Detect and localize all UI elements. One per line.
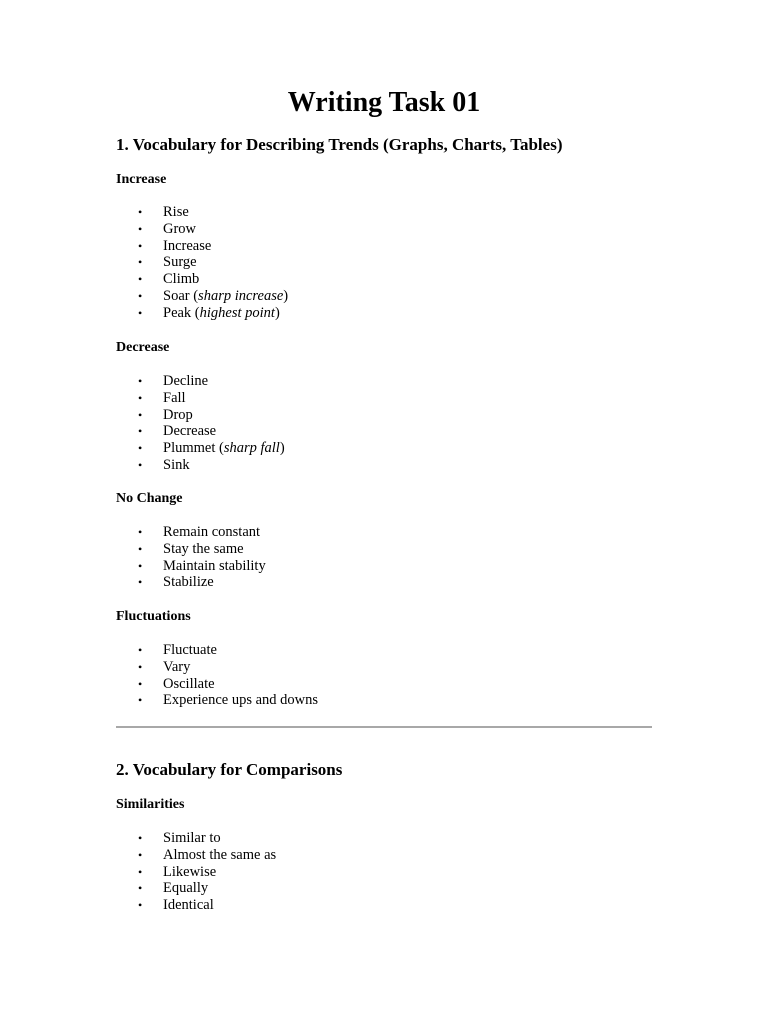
subheading-decrease: Decrease	[116, 340, 170, 355]
list-item-text: Decline	[163, 373, 209, 389]
subheading-no-change: No Change	[116, 491, 183, 506]
bullet-icon: •	[138, 305, 143, 320]
bullet-icon: •	[138, 575, 143, 590]
document-title: Writing Task 01	[287, 87, 481, 118]
list-item	[116, 864, 276, 881]
list-item-text: Remain constant	[163, 524, 261, 540]
horizontal-rule	[116, 726, 652, 728]
list-item-text: Equally	[163, 880, 209, 897]
bullet-icon: •	[138, 457, 143, 472]
list-item-text: Stay the same	[163, 540, 244, 557]
bullet-icon: •	[138, 847, 143, 862]
bullet-icon: •	[138, 898, 143, 913]
list-item-text: Identical	[163, 897, 214, 914]
list-item-text: Sink	[163, 456, 190, 473]
list-item-text: Oscillate	[163, 675, 215, 692]
list-item	[116, 897, 276, 914]
list-item	[116, 847, 276, 864]
list-item-text: Peak (	[163, 304, 200, 321]
list-item-text: Similar to	[163, 830, 221, 846]
list-item	[116, 238, 288, 255]
list-item	[116, 880, 276, 897]
bullet-icon: •	[138, 643, 143, 657]
subheading-fluctuations: Fluctuations	[116, 609, 191, 624]
list-item	[116, 830, 276, 847]
bullet-icon: •	[138, 424, 143, 439]
bullet-icon: •	[138, 558, 143, 573]
bullet-icon: •	[138, 864, 143, 879]
list-item	[116, 642, 318, 659]
list-item-text: Fall	[163, 389, 186, 406]
list-item	[116, 204, 288, 221]
list-item	[116, 221, 288, 238]
bullet-icon: •	[138, 288, 143, 303]
list-item-note: sharp fall	[223, 440, 280, 457]
list-item-text: Increase	[163, 237, 212, 254]
list-item-note: sharp increase	[198, 287, 284, 304]
list-item-text: Vary	[163, 658, 191, 675]
bullet-icon: •	[138, 238, 143, 253]
bullet-icon: •	[138, 205, 143, 219]
list-item-text: Stabilize	[163, 574, 214, 591]
bullet-icon: •	[138, 441, 143, 456]
section-heading-trends: 1. Vocabulary for Describing Trends (Graphs, Charts, Tables)	[116, 135, 563, 154]
list-increase	[116, 204, 288, 322]
list-item	[116, 457, 285, 474]
bullet-icon: •	[138, 541, 143, 556]
list-item	[116, 407, 285, 424]
list-item-text: Almost the same as	[163, 846, 277, 863]
list-item-close: )	[283, 287, 289, 304]
list-item-text: Rise	[163, 204, 189, 220]
list-item-text: Drop	[163, 406, 193, 423]
list-item-text: Decrease	[163, 423, 217, 440]
bullet-icon: •	[138, 831, 143, 845]
list-item-text: Climb	[163, 271, 200, 288]
list-item-text: Likewise	[163, 863, 217, 880]
list-item	[116, 692, 318, 709]
list-item-text: Soar (	[163, 287, 199, 304]
list-item	[116, 558, 266, 575]
bullet-icon: •	[138, 272, 143, 287]
bullet-icon: •	[138, 221, 143, 236]
list-item	[116, 305, 288, 322]
list-item-close: )	[279, 440, 285, 457]
list-item	[116, 390, 285, 407]
list-item-text: Maintain stability	[163, 557, 266, 574]
list-item	[116, 524, 266, 541]
bullet-icon: •	[138, 255, 143, 270]
list-item-close: )	[274, 304, 280, 321]
bullet-icon: •	[138, 676, 143, 691]
bullet-icon: •	[138, 407, 143, 422]
list-fluctuations	[116, 642, 318, 709]
bullet-icon: •	[138, 693, 143, 708]
bullet-icon: •	[138, 390, 143, 405]
list-item-text: Surge	[163, 254, 197, 271]
list-item	[116, 423, 285, 440]
list-item	[116, 440, 285, 457]
list-item	[116, 373, 285, 390]
list-item	[116, 574, 266, 591]
list-item-note: highest point	[199, 304, 275, 321]
bullet-icon: •	[138, 881, 143, 896]
list-item	[116, 288, 288, 305]
list-item-text: Grow	[163, 220, 197, 237]
list-similarities	[116, 830, 276, 914]
list-item-text: Experience ups and downs	[163, 692, 319, 709]
list-item	[116, 659, 318, 676]
subheading-similarities: Similarities	[116, 797, 185, 812]
list-item-text: Fluctuate	[163, 642, 217, 658]
list-decrease	[116, 373, 285, 474]
subheading-increase: Increase	[116, 172, 167, 187]
list-item	[116, 254, 288, 271]
list-item-text: Plummet (	[163, 440, 224, 457]
list-item	[116, 271, 288, 288]
bullet-icon: •	[138, 659, 143, 674]
list-no-change	[116, 524, 266, 591]
bullet-icon: •	[138, 525, 143, 539]
section-heading-comparisons: 2. Vocabulary for Comparisons	[116, 760, 343, 779]
list-item	[116, 541, 266, 558]
bullet-icon: •	[138, 374, 143, 388]
list-item	[116, 676, 318, 693]
